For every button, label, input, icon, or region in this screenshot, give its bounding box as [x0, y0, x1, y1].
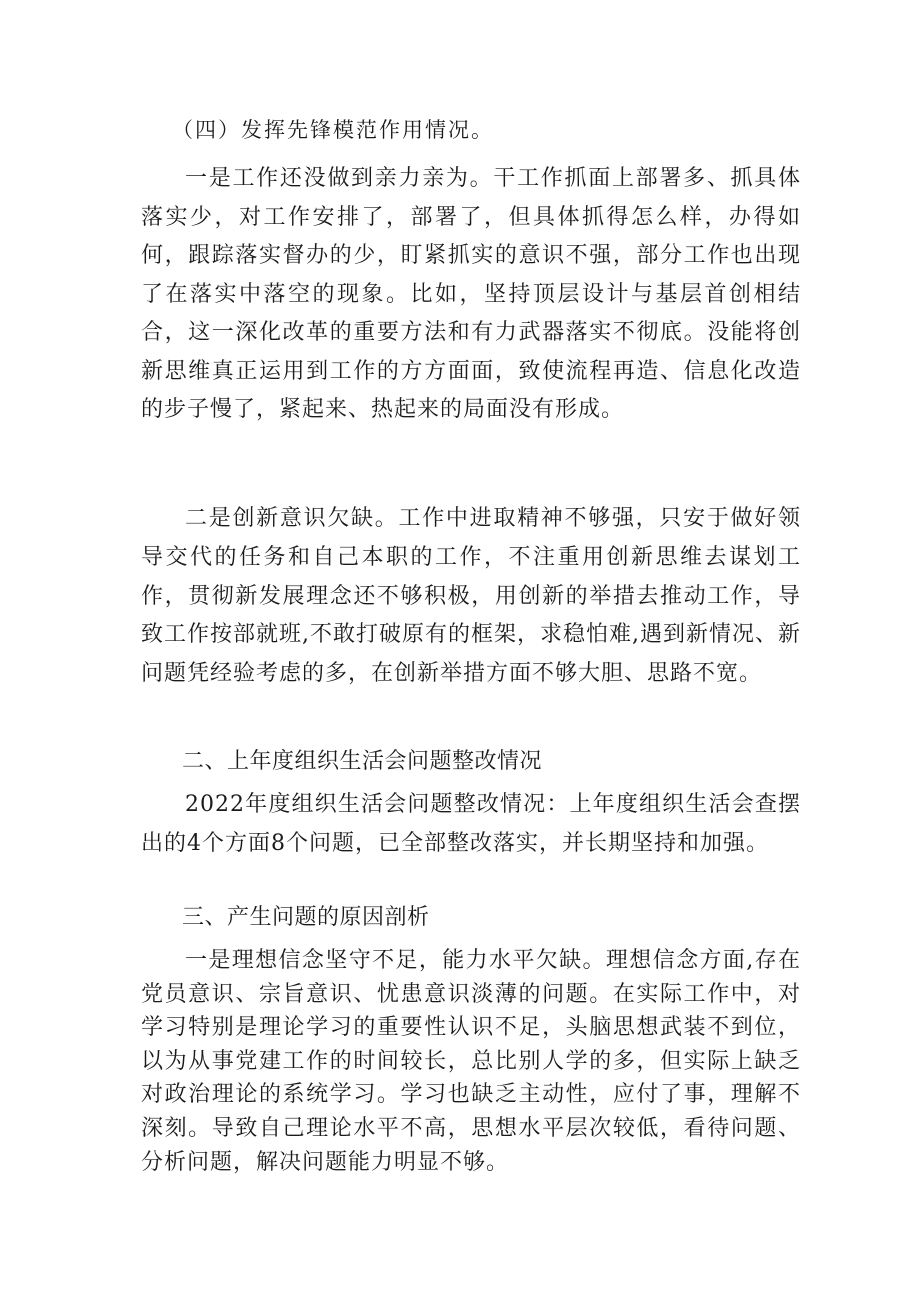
paragraph-rectification-status: 2022年度组织生活会问题整改情况：上年度组织生活会查摆出的4个方面8个问题，已全部整改落实，并长期坚持和加强。 — [141, 792, 801, 856]
paragraph-hands-on-work: 一是工作还没做到亲力亲为。干工作抓面上部署多、抓具体落实少，对工作安排了，部署了，但具体抓得怎么样，办得如何，跟踪落实督办的少，盯紧抓实的意识不强，部分工作也出现了在落实中落空的现象。比如，坚持顶层设计与基层首创相结合，这一深化改革的重要方法和有力武器落实不彻底。没能将创新思维真正运用到工作的方方面面，致使流程再造、信息化改造的步子慢了，紧起来、热起来的局面没有形成。 — [141, 166, 801, 422]
section-heading-cause-analysis: 三、产生问题的原因剖析 — [182, 905, 430, 930]
section-heading-rectification: 二、上年度组织生活会问题整改情况 — [182, 749, 543, 774]
sub-heading-pioneer-role: （四）发挥先锋模范作用情况。 — [172, 118, 494, 142]
paragraph-ideals-beliefs: 一是理想信念坚守不足，能力水平欠缺。理想信念方面,存在党员意识、宗旨意识、忧患意识淡薄的问题。在实际工作中，对学习特别是理论学习的重要性认识不足，头脑思想武装不到位，以为从事党建工作的时间较长，总比别人学的多，但实际上缺乏对政治理论的系统学习。学习也缺乏主动性，应付了事，理解不深刻。导致自己理论水平不高，思想水平层次较低，看待问题、分析问题，解决问题能力明显不够。 — [141, 948, 801, 1175]
paragraph-innovation-awareness: 二是创新意识欠缺。工作中进取精神不够强，只安于做好领导交代的任务和自己本职的工作，不注重用创新思维去谋划工作，贯彻新发展理念还不够积极，用创新的举措去推动工作，导致工作按部就班,不敢打破原有的框架，求稳怕难,遇到新情况、新问题凭经验考虑的多，在创新举措方面不够大胆、思路不宽。 — [141, 506, 801, 687]
